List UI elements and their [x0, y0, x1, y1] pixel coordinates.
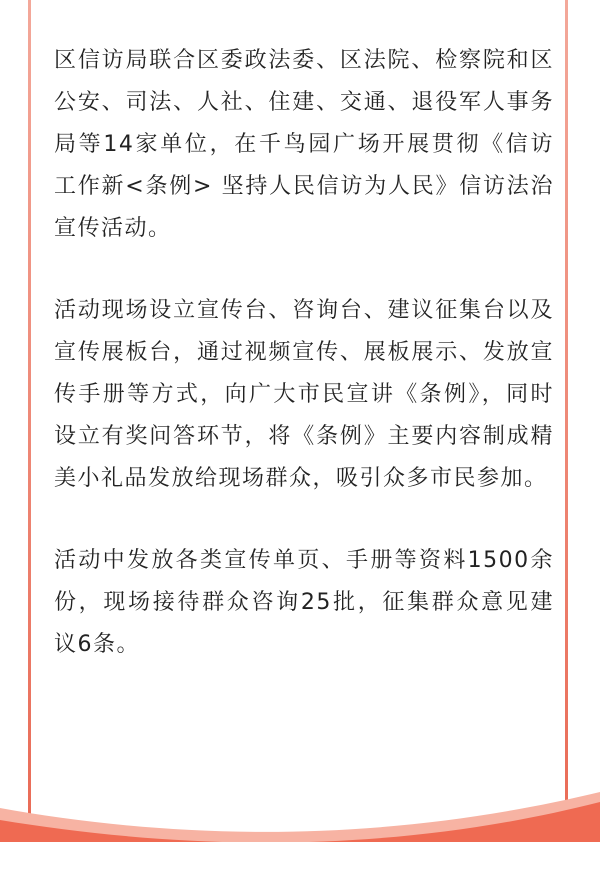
paragraph-1: 区信访局联合区委政法委、区法院、检察院和区公安、司法、人社、住建、交通、退役军人事务局等14家单位，在千鸟园广场开展贯彻《信访工作新<条例> 坚持人民信访为人民》信访法治宣传活动。: [54, 48, 554, 241]
frame-border-right: [565, 0, 568, 842]
article-body: [54, 40, 554, 706]
frame-border-left: [28, 0, 31, 842]
paragraph-2: 活动现场设立宣传台、咨询台、建议征集台以及宣传展板台，通过视频宣传、展板展示、发放宣传手册等方式，向广大市民宣讲《条例》，同时设立有奖问答环节，将《条例》主要内容制成精美小礼品发放给现场群众，吸引众多市民参加。: [54, 298, 554, 491]
paragraph-3: 活动中发放各类宣传单页、手册等资料1500余份，现场接待群众咨询25批，征集群众意见建议6条。: [54, 548, 554, 657]
wave-bottom-mask: [0, 842, 600, 870]
decorative-wave: [0, 780, 600, 870]
